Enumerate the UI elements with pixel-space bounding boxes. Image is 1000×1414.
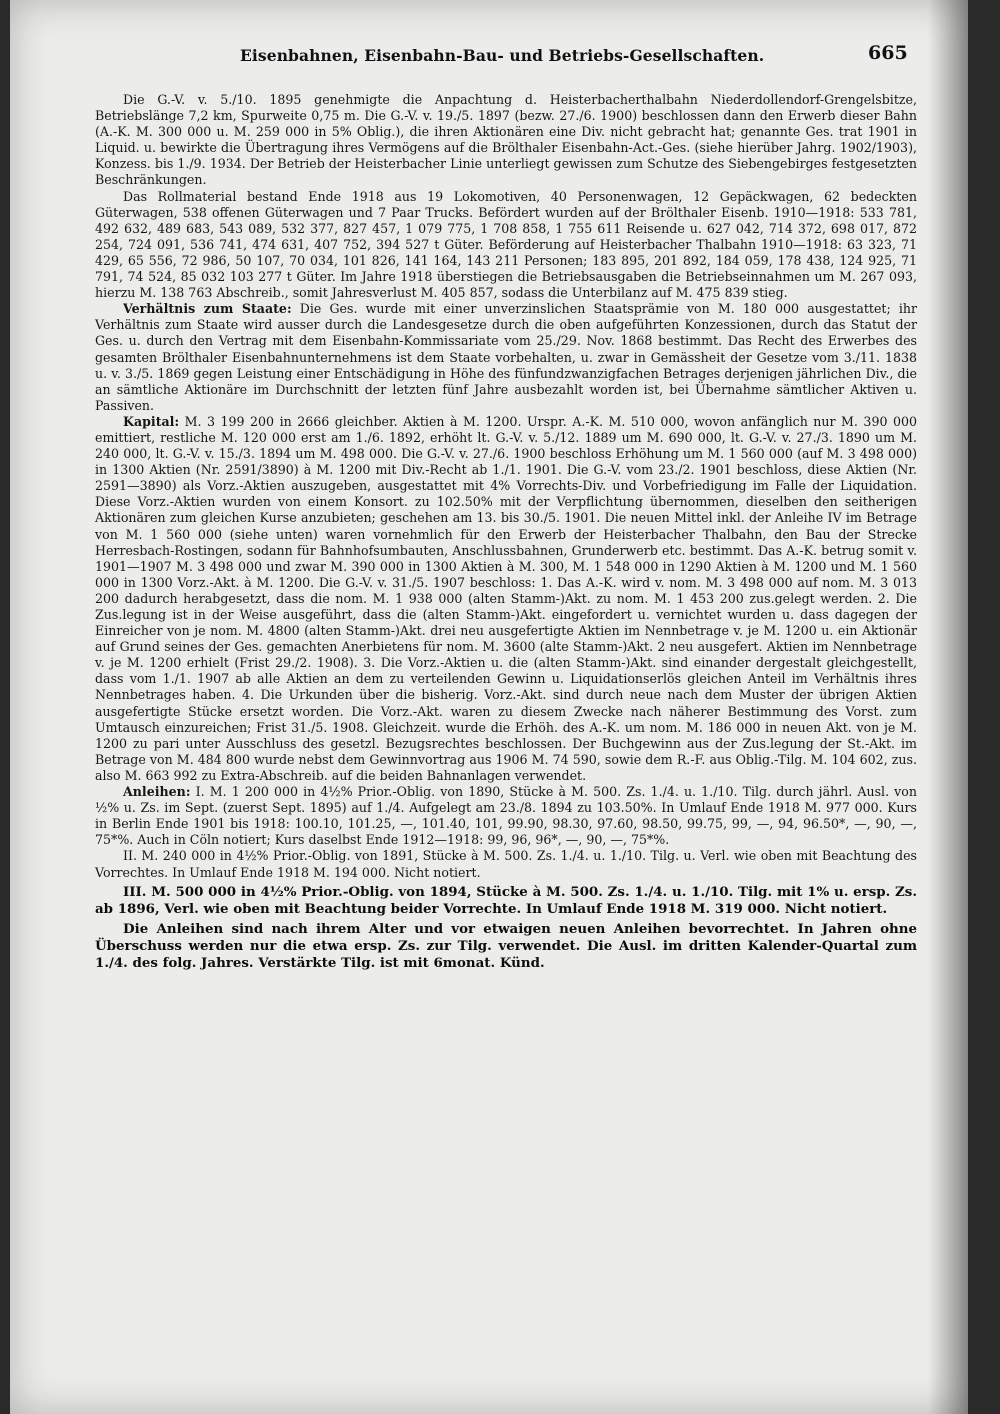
paragraph-bevorrechtung: Die Anleihen sind nach ihrem Alter und vor etwaigen neuen Anleihen bevorrechtet. In Jahren ohne Überschuss werden nur die etwa ersp. Zs. zur Tilg. verwendet. Die Ausl. im dritten Kalender-Quartal zum 1./4. des folg. Jahres. Verstärkte Tilg. ist mit 6monat. Künd. [95,920,917,971]
paragraph-anleihe-ii: II. M. 240 000 in 4½% Prior.-Oblig. von 1891, Stücke à M. 500. Zs. 1./4. u. 1./10. Tilg. u. Verl. wie oben mit Beachtung des Vorrechtes. In Umlauf Ende 1918 M. 194 000. Nicht notiert. [95,848,917,880]
running-title: Eisenbahnen, Eisenbahn-Bau- und Betriebs-Gesellschaften. [240,46,765,65]
paragraph-verhaeltnis-text: Die Ges. wurde mit einer unverzinslichen Staatsprämie von M. 180 000 ausgestattet; ihr Verhältnis zum Staate wird ausser durch die Landesgesetze durch die oben aufgeführten Konzessionen, durch das Statut der Ges. u. durch den Vertrag mit dem Eisenbahn-Kommissariate vom 25./29. Nov. 1868 bestimmt. Das Recht des Erwerbes des gesamten Brölthaler Eisenbahnunternehmens ist dem Staate vorbehalten, u. zwar in Gemässheit der Gesetze vom 3./11. 1838 u. v. 3./5. 1869 gegen Leistung einer Entschädigung in Höhe des fünfundzwanzigfachen Betrages derjenigen jährlichen Div., die an sämtliche Aktionäre im Durchschnitt der letzten fünf Jahre ausbezahlt worden ist, bei Übernahme sämtlicher Aktiven u. Passiven. [95,301,918,413]
section-lead-kapital: Kapital: [123,413,180,429]
paragraph-kapital-text: M. 3 199 200 in 2666 gleichber. Aktien à M. 1200. Urspr. A.-K. M. 510 000, wovon anfänglich nur M. 390 000 emittiert, restliche M. 120 000 erst am 1./6. 1892, erhöht lt. G.-V. v. 5./12. 1889 um M. 690 000, lt. G.-V. v. 27./3. 1890 um M. 240 000, lt. G.-V. v. 15./3. 1894 um M. 498 000. Die G.-V. v. 27./6. 1900 beschloss Erhöhung um M. 1 560 000 (auf M. 3 498 000) in 1300 Aktien (Nr. 2591/3890) à M. 1200 mit Div.-Recht ab 1./1. 1901. Die G.-V. vom 23./2. 1901 beschloss, diese Aktien (Nr. 2591—3890) als Vorz.-Aktien auszugeben, ausgestattet mit 4% Vorrechts-Div. und Vorbefriedigung im Falle der Liquidation. Diese Vorz.-Aktien wurden von einem Konsort. zu 102.50% mit der Verpflichtung übernommen, dieselben den seitherigen Aktionären zum gleichen Kurse anzubieten; geschehen am 13. bis 30./5. 1901. Die neuen Mittel inkl. der Anleihe IV im Betrage von M. 1 560 000 (siehe unten) waren vornehmlich für den Erwerb der Heisterbacher Thalbahn, den Bau der Strecke Herresbach-Rostingen, sodann für Bahnhofsumbauten, Anschlussbahnen, Grunderwerb etc. bestimmt. Das A.-K. betrug somit v. 1901—1907 M. 3 498 000 und zwar M. 390 000 in 1300 Aktien à M. 300, M. 1 548 000 in 1290 Aktien à M. 1200 und M. 1 560 000 in 1300 Vorz.-Akt. à M. 1200. Die G.-V. v. 31./5. 1907 beschloss: 1. Das A.-K. wird v. nom. M. 3 498 000 auf nom. M. 3 013 200 dadurch herabgesetzt, dass die nom. M. 1 938 000 (alten Stamm-)Akt. zu nom. M. 1 453 200 zus.gelegt werden. 2. Die Zus.legung ist in der Weise ausgeführt, dass die (alten Stamm-)Akt. eingefordert u. vernichtet wurden u. dass dagegen der Einreicher von je nom. M. 4800 (alten Stamm-)Akt. drei neu ausgefertigte Aktien im Nennbetrage v. je M. 1200 u. ein Aktionär auf Grund seines der Ges. gemachten Anerbietens für nom. M. 3600 (alte Stamm-)Akt. 2 neu ausgefert. Aktien im Nennbetrage v. je M. 1200 erhielt (Frist 29./2. 1908). 3. Die Vorz.-Aktien u. die (alten Stamm-)Akt. sind einander dergestalt gleichgestellt, dass vom 1./1. 1907 ab alle Aktien an dem zu verteilenden Gewinn u. Liquidationserlös gleichen Anteil im Verhältnis ihres Nennbetrages haben. 4. Die Urkunden über die bisherig. Vorz.-Akt. sind durch neue nach dem Muster der übrigen Aktien ausgefertigte Stücke ersetzt worden. Die Vorz.-Akt. waren zu diesem Zwecke nach näherer Bestimmung des Vorst. zum Umtausch einzureichen; Frist 31./5. 1908. Gleichzeit. wurde die Erhöh. des A.-K. um nom. M. 186 000 in neuen Akt. von je M. 1200 zu pari unter Ausschluss des gesetzl. Bezugsrechtes beschlossen. Der Buchgewinn aus der Zus.legung der St.-Akt. im Betrage von M. 484 800 wurde nebst dem Gewinnvortrag aus 1906 M. 74 590, sowie dem R.-F. aus Oblig.-Tilg. M. 104 602, zus. also M. 663 992 zu Extra-Abschreib. auf die beiden Bahnanlagen verwendet. [95,413,917,783]
section-lead-verhaeltnis: Verhältnis zum Staate: [123,301,292,317]
paragraph-anleihen [95,784,917,848]
paragraph-anleihe-iii: III. M. 500 000 in 4½% Prior.-Oblig. von 1894, Stücke à M. 500. Zs. 1./4. u. 1./10. Tilg. mit 1% u. ersp. Zs. ab 1896, Verl. wie oben mit Beachtung beider Vorrechte. In Umlauf Ende 1918 M. 319 000. Nicht notiert. [95,883,917,917]
paragraph-verhaeltnis [95,301,917,414]
paragraph-kapital [95,414,917,784]
page-body [95,92,917,972]
page-number: 665 [868,42,908,64]
section-lead-anleihen: Anleihen: [123,784,191,800]
document-page [10,0,968,1414]
paragraph-rollmaterial: Das Rollmaterial bestand Ende 1918 aus 19 Lokomotiven, 40 Personenwagen, 12 Gepäckwagen, 62 bedeckten Güterwagen, 538 offenen Güterwagen und 7 Paar Trucks. Befördert wurden auf der Brölthaler Eisenb. 1910—1918: 533 781, 492 632, 489 683, 543 089, 532 377, 827 457, 1 079 775, 1 708 858, 1 755 611 Reisende u. 627 042, 714 372, 698 017, 872 254, 724 091, 536 741, 474 631, 407 752, 394 527 t Güter. Beförderung auf Heisterbacher Thalbahn 1910—1918: 63 323, 71 429, 65 556, 72 986, 50 107, 70 034, 101 826, 141 164, 143 211 Personen; 183 895, 201 892, 184 059, 178 438, 124 925, 71 791, 74 524, 85 032 103 277 t Güter. Im Jahre 1918 überstiegen die Betriebsausgaben die Betriebseinnahmen um M. 267 093, hierzu M. 138 763 Abschreib., somit Jahresverlust M. 405 857, sodass die Unterbilanz auf M. 475 839 stieg. [95,188,917,301]
page-header [10,40,968,70]
paragraph-anpachtung: Die G.-V. v. 5./10. 1895 genehmigte die Anpachtung d. Heisterbacherthalbahn Niederdollendorf-Grengelsbitze, Betriebslänge 7,2 km, Spurweite 0,75 m. Die G.-V. v. 19./5. 1897 (bezw. 27./6. 1900) beschlossen dann den Erwerb dieser Bahn (A.-K. M. 300 000 u. M. 259 000 in 5% Oblig.), die ihren Aktionären eine Div. nicht gebracht hat; genannte Ges. trat 1901 in Liquid. u. bewirkte die Übertragung ihres Vermögens auf die Brölthaler Eisenbahn-Act.-Ges. (siehe hierüber Jahrg. 1902/1903), Konzess. bis 1./9. 1934. Der Betrieb der Heisterbacher Linie unterliegt gewissen zum Schutze des Siebengebirges festgesetzten Beschränkungen. [95,92,917,188]
paragraph-anleihen-text: I. M. 1 200 000 in 4½% Prior.-Oblig. von 1890, Stücke à M. 500. Zs. 1./4. u. 1./10. Tilg. durch jährl. Ausl. von ½% u. Zs. im Sept. (zuerst Sept. 1895) auf 1./4. Aufgelegt am 23./8. 1894 zu 103.50%. In Umlauf Ende 1918 M. 977 000. Kurs in Berlin Ende 1901 bis 1918: 100.10, 101.25, —, 101.40, 101, 99.90, 98.30, 97.60, 98.50, 99.75, 99, —, 94, 96.50*, —, 90, —, 75*%. Auch in Cöln notiert; Kurs daselbst Ende 1912—1918: 99, 96, 96*, —, 90, —, 75*%. [95,784,917,848]
